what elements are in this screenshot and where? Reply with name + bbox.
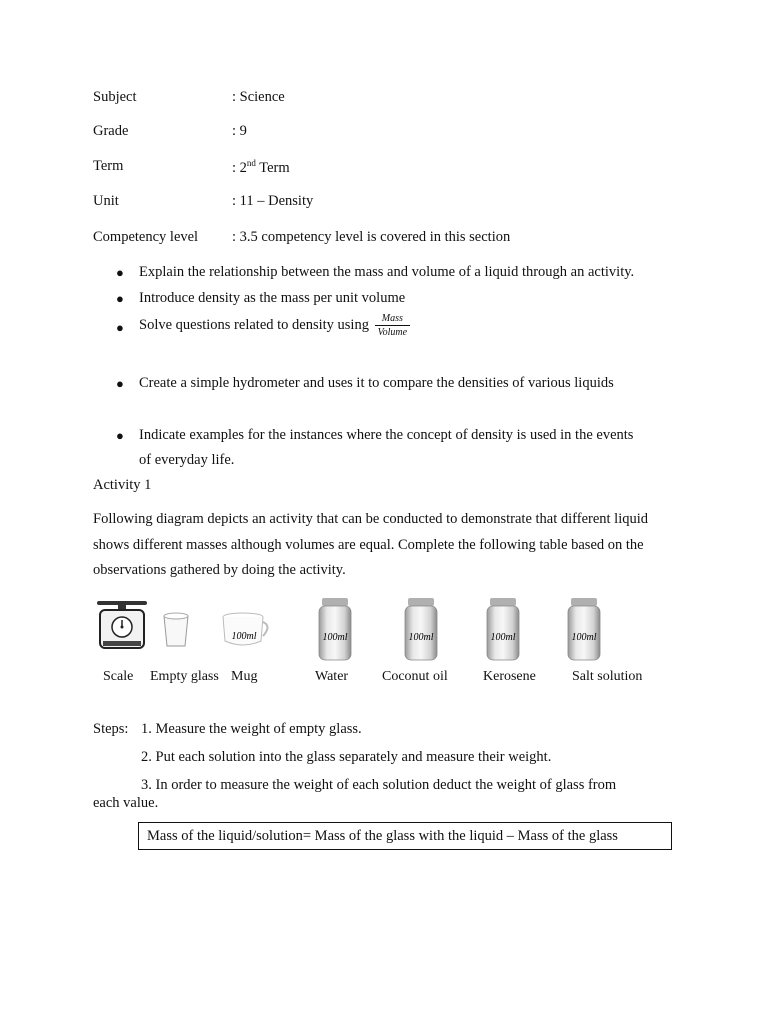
figure-label-empty-glass: Empty glass <box>150 669 219 684</box>
term-superscript: nd <box>246 158 256 168</box>
figure-label-salt-solution: Salt solution <box>572 669 643 684</box>
coconut-oil-volume-label: 100ml <box>408 632 434 643</box>
mug-icon <box>223 613 268 645</box>
step-3-continuation: each value. <box>93 795 159 811</box>
meta-grade-label: Grade <box>93 123 129 139</box>
mug-volume-label: 100ml <box>231 631 257 642</box>
bullet-icon: ● <box>116 428 124 443</box>
activity-title: Activity 1 <box>93 477 152 493</box>
meta-competency-value: : 3.5 competency level is covered in this section <box>232 229 511 245</box>
figure-label-water: Water <box>315 669 349 684</box>
figure-label-scale: Scale <box>103 669 134 684</box>
bullet-1-text: Explain the relationship between the mass and volume of a liquid through an activity. <box>139 264 635 280</box>
term-suffix: Term <box>255 159 290 176</box>
salt-solution-volume-label: 100ml <box>571 632 597 643</box>
step-3: 3. In order to measure the weight of each solution deduct the weight of glass from <box>141 777 617 793</box>
bullet-4-text: Create a simple hydrometer and uses it to compare the densities of various liquids <box>139 375 614 391</box>
kerosene-volume-label: 100ml <box>490 632 516 643</box>
activity-paragraph-line-1: Following diagram depicts an activity that can be conducted to demonstrate that different liquid <box>93 511 649 527</box>
bullet-2-text: Introduce density as the mass per unit volume <box>139 290 406 306</box>
steps-prefix: Steps: <box>93 721 129 737</box>
figure-label-mug: Mug <box>231 669 258 684</box>
kerosene-jar-icon <box>487 598 519 660</box>
activity-figure <box>90 596 630 664</box>
bullet-5-continuation: of everyday life. <box>139 452 235 468</box>
salt-solution-jar-icon <box>568 598 600 660</box>
mass-volume-fraction <box>375 313 410 338</box>
bullet-3-text: Solve questions related to density using <box>139 316 369 333</box>
water-jar-icon <box>319 598 351 660</box>
meta-unit-value: : 11 – Density <box>232 193 314 209</box>
meta-grade-value: : 9 <box>232 123 247 139</box>
formula-text: Mass of the liquid/solution= Mass of the glass with the liquid – Mass of the glass <box>147 828 618 844</box>
figure-label-coconut-oil: Coconut oil <box>382 669 448 684</box>
meta-competency-label: Competency level <box>93 229 199 245</box>
bullet-3 <box>139 313 410 338</box>
step-2: 2. Put each solution into the glass separately and measure their weight. <box>141 749 552 765</box>
meta-term-value <box>232 158 290 177</box>
figure-label-kerosene: Kerosene <box>483 669 536 684</box>
bullet-icon: ● <box>116 265 124 280</box>
bullet-icon: ● <box>116 291 124 306</box>
bullet-5-text: Indicate examples for the instances where the concept of density is used in the events <box>139 427 634 443</box>
term-prefix: : 2 <box>232 159 247 176</box>
meta-term-label: Term <box>93 158 124 174</box>
activity-paragraph-line-3: observations gathered by doing the activity. <box>93 562 346 578</box>
meta-subject-label: Subject <box>93 89 137 105</box>
fraction-denominator: Volume <box>377 327 408 338</box>
coconut-oil-jar-icon <box>405 598 437 660</box>
meta-subject-value: : Science <box>232 89 285 105</box>
step-1: 1. Measure the weight of empty glass. <box>141 721 362 737</box>
meta-unit-label: Unit <box>93 193 119 209</box>
formula-box <box>138 822 672 850</box>
scale-icon <box>97 601 147 648</box>
water-volume-label: 100ml <box>322 632 348 643</box>
activity-paragraph-line-2: shows different masses although volumes are equal. Complete the following table based on the <box>93 537 644 553</box>
bullet-icon: ● <box>116 320 124 335</box>
bullet-icon: ● <box>116 376 124 391</box>
fraction-numerator: Mass <box>375 313 410 326</box>
empty-glass-icon <box>164 613 188 646</box>
